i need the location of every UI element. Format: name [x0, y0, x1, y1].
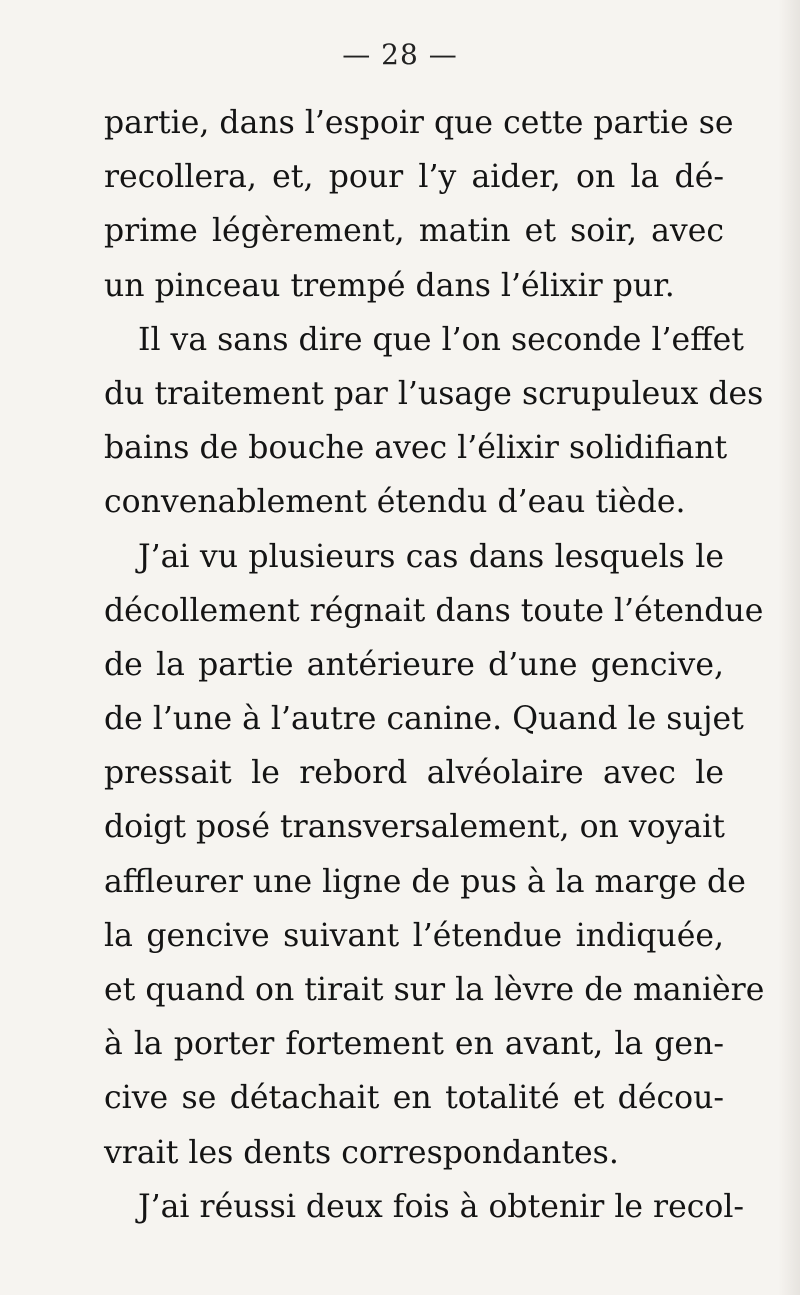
text-line-5: Il va sans dire que l’on seconde l’effet — [138, 321, 744, 358]
page-number: — 28 — — [342, 38, 458, 71]
text-line-8: convenablement étendu d’eau tiède. — [104, 484, 686, 521]
text-line-17: et quand on tirait sur la lèvre de manière — [104, 972, 765, 1008]
text-line-10: décollement régnait dans toute l’étendue — [104, 592, 764, 629]
text-line-15: affleurer une ligne de pus à la marge de — [104, 863, 746, 900]
text-line-20: vrait les dents correspondantes. — [104, 1134, 619, 1171]
text-line-12: de l’une à l’autre canine. Quand le sujet — [104, 701, 744, 738]
text-line-14: doigt posé transversalement, on voyait — [104, 809, 725, 846]
text-line-4: un pinceau trempé dans l’élixir pur. — [104, 267, 675, 304]
text-line-3: prime légèrement, matin et soir, avec — [104, 213, 724, 250]
text-line-9: J’ai vu plusieurs cas dans lesquels le — [138, 538, 724, 575]
text-line-6: du traitement par l’usage scrupuleux des — [104, 375, 764, 412]
body-text — [104, 96, 765, 1234]
text-line-2: recollera, et, pour l’y aider, on la dé- — [104, 159, 724, 196]
text-line-13: pressait le rebord alvéolaire avec le — [104, 755, 724, 792]
text-line-11: de la partie antérieure d’une gencive, — [104, 646, 724, 683]
text-line-16: la gencive suivant l’étendue indiquée, — [104, 917, 724, 954]
text-line-7: bains de bouche avec l’élixir solidifiant — [104, 430, 728, 467]
text-line-19: cive se détachait en totalité et décou- — [104, 1080, 724, 1117]
text-line-21: J’ai réussi deux fois à obtenir le recol- — [138, 1188, 745, 1225]
text-line-18: à la porter fortement en avant, la gen- — [104, 1026, 724, 1063]
text-line-1: partie, dans l’espoir que cette partie se — [104, 105, 734, 141]
